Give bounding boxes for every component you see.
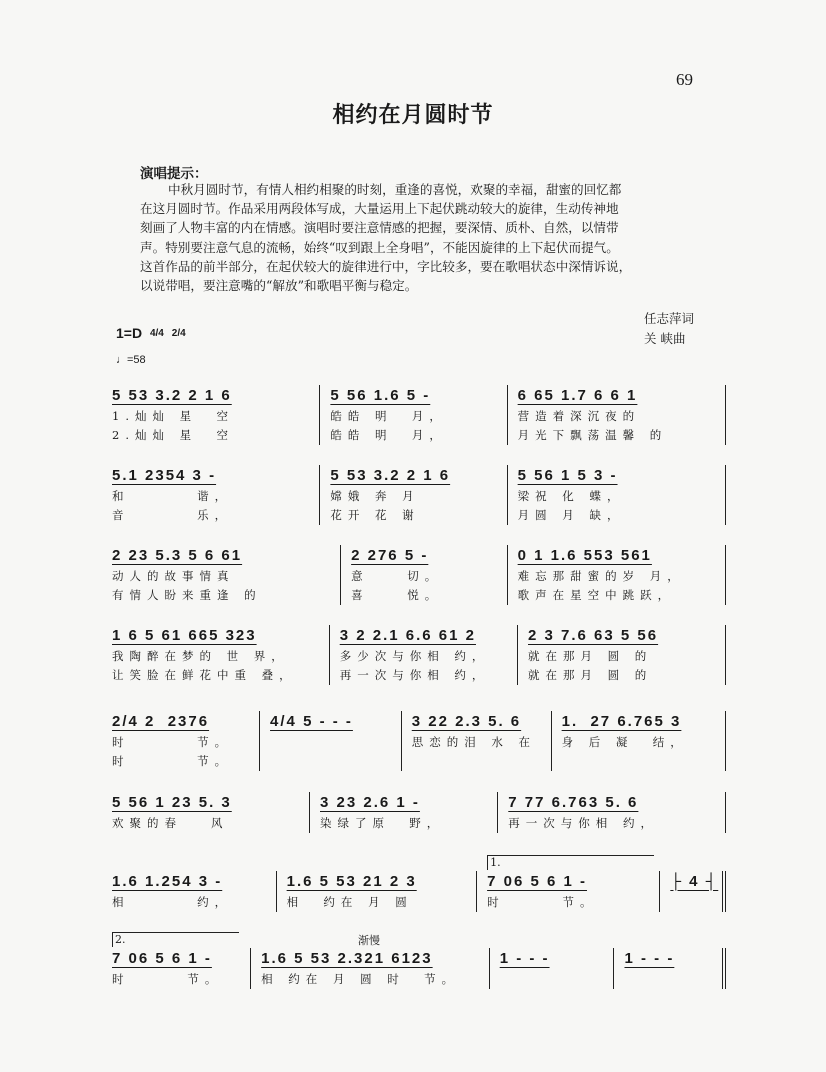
- score-system: [112, 385, 726, 445]
- measure: [551, 711, 726, 771]
- measure: [401, 711, 551, 771]
- lyric-line: 有情人盼来重逢 的: [112, 588, 262, 602]
- lyric-line: 难忘那甜蜜的岁 月，: [517, 569, 685, 583]
- lyricist: 任志萍词: [644, 311, 695, 326]
- notes: 7 06 5 6 1 -: [487, 873, 587, 890]
- measure: [507, 385, 726, 445]
- measure: [489, 948, 614, 989]
- measure: [507, 465, 726, 525]
- lyric-line: 花开 花 谢: [330, 508, 420, 522]
- time-signature: 2/4: [171, 328, 186, 340]
- lyric-line: 相 约在 月 圆: [286, 895, 413, 909]
- notes: 5 56 1 23 5. 3: [112, 794, 232, 811]
- notes: 4/4 5 - - -: [270, 713, 353, 730]
- measure: [112, 871, 276, 912]
- measure: [476, 856, 659, 912]
- composer: 关 峡曲: [644, 331, 686, 346]
- notes: 2 3 7.6 63 5 56: [528, 627, 659, 644]
- lyric-line: 时 节。: [112, 754, 233, 768]
- score-system: [112, 856, 726, 912]
- credits: [644, 309, 694, 349]
- lyric-line: 相 约在 月 圆 时 节。: [261, 972, 460, 986]
- notes: 5 56 1.6 5 -: [330, 387, 431, 404]
- lyric-line: 嫦娥 奔 月: [330, 489, 420, 503]
- tips-line: 声。特别要注意气息的流畅，始终“叹到跟上全身唱”，不能因旋律的上下起伏而提气。: [140, 239, 619, 255]
- tips-line: 中秋月圆时节，有情人相约相聚的时刻，重逢的喜悦，欢聚的幸福，甜蜜的回忆都: [168, 182, 622, 197]
- measure: [497, 792, 726, 833]
- measure: [259, 711, 401, 771]
- lyric-line: 身 后 凝 结，: [561, 735, 688, 749]
- measure: [517, 625, 726, 685]
- lyric-line: 染绿了原 野，: [320, 816, 445, 830]
- measure: [112, 711, 259, 771]
- notes: 1.6 5 53 21 2 3: [286, 873, 417, 890]
- tempo-mark: 渐慢: [358, 934, 381, 947]
- lyric-line: 时 节。: [487, 895, 598, 909]
- lyric-line: 我陶醉在梦的 世 界，: [112, 649, 289, 663]
- lyric-line: 相 约，: [112, 895, 233, 909]
- lyric-line: 再一次与你相 约，: [339, 668, 490, 682]
- lyric-line: 欢聚的春 风: [112, 816, 229, 830]
- lyric-line: 音 乐，: [112, 508, 233, 522]
- lyric-line: 就在那月 圆 的: [528, 649, 653, 663]
- measure: [319, 465, 506, 525]
- notes: 1 - - -: [499, 950, 550, 967]
- lyric-line: 多少次与你相 约，: [339, 649, 490, 663]
- measure: [112, 465, 319, 525]
- page-number: 69: [676, 70, 693, 89]
- key-label: 1=D: [116, 325, 143, 341]
- notes: 1 - - -: [624, 950, 675, 967]
- measure: [112, 545, 340, 605]
- measure: [340, 545, 507, 605]
- lyric-line: 月光下飘荡温馨 的: [517, 428, 668, 442]
- performance-tips-heading: 演唱提示：: [140, 166, 208, 182]
- measure: [112, 625, 329, 685]
- measure: [329, 625, 517, 685]
- score-system: [112, 465, 726, 525]
- time-signature: 4/4: [149, 328, 164, 340]
- measure: [112, 933, 250, 989]
- lyric-line: 让笑脸在鲜花中重 叠，: [112, 668, 297, 682]
- lyric-line: 思恋的泪 水 在: [411, 735, 537, 749]
- measure: [659, 871, 726, 912]
- performance-tips-text: [140, 180, 700, 295]
- lyric-line: 动人的故事情真: [112, 569, 235, 583]
- measure: [112, 792, 309, 833]
- lyric-line: 喜 悦。: [351, 588, 443, 602]
- lyric-line: 再一次与你相 约，: [508, 816, 658, 830]
- measure: [112, 385, 319, 445]
- key-signature: [116, 325, 186, 341]
- notes: 1 6 5 61 665 323: [112, 627, 257, 644]
- score-system: [112, 933, 726, 989]
- score-system: [112, 711, 726, 771]
- song-title: 相约在月圆时节: [332, 102, 494, 128]
- notes: 3 2 2.1 6.6 61 2: [339, 627, 476, 644]
- notes: 3 23 2.6 1 -: [320, 794, 420, 811]
- notes: 7 06 5 6 1 -: [112, 950, 212, 967]
- tips-line: 在这月圆时节。作品采用两段体写成，大量运用上下起伏跳动较大的旋律，生动传神地: [140, 201, 619, 217]
- lyric-line: 2.灿灿 星 空: [112, 428, 234, 442]
- notes: 2/4 2 2376: [112, 713, 210, 730]
- notes: 5 53 3.2 2 1 6: [112, 387, 232, 404]
- score-system: [112, 625, 726, 685]
- lyric-line: 时 节。: [112, 735, 233, 749]
- notes: 6 65 1.7 6 6 1: [517, 387, 638, 404]
- notes: 5.1 2354 3 -: [112, 467, 217, 484]
- score-system: [112, 545, 726, 605]
- tips-line: 刻画了人物丰富的内在情感。演唱时要注意情感的把握，要深情、质朴、自然，以情带: [140, 220, 619, 236]
- notes: ├ 4 ┤: [670, 873, 719, 890]
- measure: [319, 385, 506, 445]
- measure: [507, 545, 726, 605]
- lyric-line: 梁祝 化 蝶，: [517, 489, 625, 503]
- lyric-line: 歌声在星空中跳跃，: [517, 588, 676, 602]
- measure: [613, 948, 726, 989]
- measure: [309, 792, 497, 833]
- lyric-line: 营造着深沉夜的: [517, 409, 641, 423]
- lyric-line: 和 谐，: [112, 489, 233, 503]
- notes: 2 23 5.3 5 6 61: [112, 547, 243, 564]
- notes: 1.6 1.254 3 -: [112, 873, 223, 890]
- notes: 0 1 1.6 553 561: [517, 547, 652, 564]
- lyric-line: 1.灿灿 星 空: [112, 409, 234, 423]
- notes: 5 56 1 5 3 -: [517, 467, 618, 484]
- notes: 1.6 5 53 2.321 6123: [261, 950, 433, 967]
- lyric-line: 意 切。: [351, 569, 443, 583]
- notes: 3 22 2.3 5. 6: [411, 713, 522, 730]
- lyric-line: 月圆 月 缺，: [517, 508, 625, 522]
- measure: [250, 934, 489, 989]
- lyric-line: 就在那月 圆 的: [528, 668, 653, 682]
- volta-ending: 1.: [487, 855, 654, 870]
- notes: 2 276 5 -: [351, 547, 429, 564]
- lyric-line: 皓皓 明 月，: [330, 409, 447, 423]
- score-system: [112, 792, 726, 833]
- tips-line: 这首作品的前半部分，在起伏较大的旋律进行中，字比较多，要在歌唱状态中深情诉说，: [140, 258, 632, 274]
- lyric-line: 时 节。: [112, 972, 223, 986]
- notes: 5 53 3.2 2 1 6: [330, 467, 451, 484]
- lyric-line: 皓皓 明 月，: [330, 428, 447, 442]
- notes: 7 77 6.763 5. 6: [508, 794, 639, 811]
- notes: 1. 27 6.765 3: [561, 713, 682, 730]
- measure: [276, 871, 476, 912]
- tips-line: 以说带唱，要注意嘴的“解放”和歌唱平衡与稳定。: [140, 278, 418, 294]
- volta-ending: 2.: [112, 932, 239, 947]
- tempo-marking: ♩=58: [116, 354, 146, 366]
